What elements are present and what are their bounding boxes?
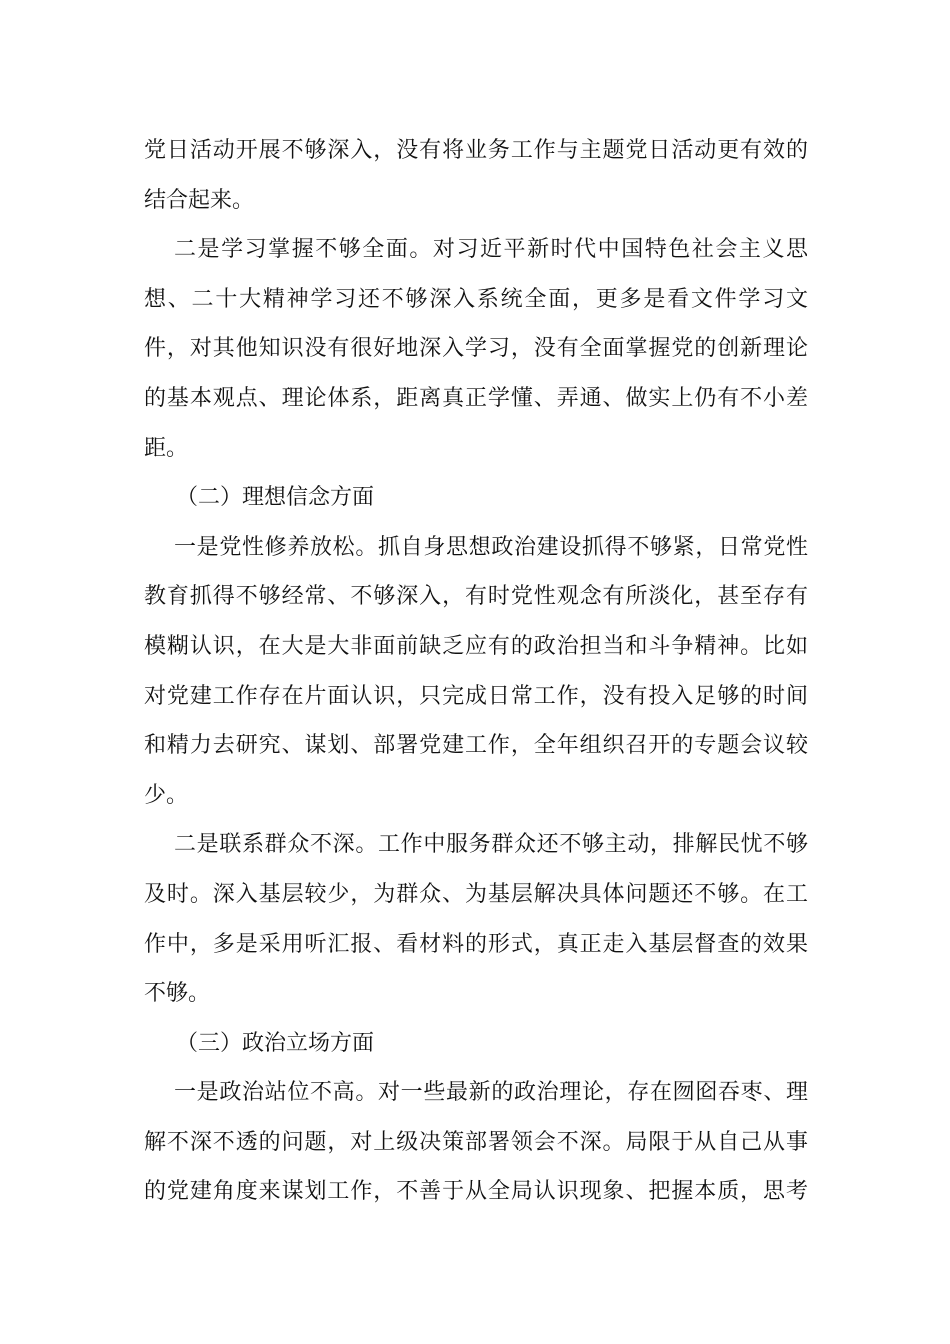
text-line-22: 的党建角度来谋划工作，不善于从全局认识现象、把握本质，思考 [144, 1179, 808, 1205]
text-line-18: 不够。 [144, 981, 211, 1007]
text-line-3: 二是学习掌握不够全面。对习近平新时代中国特色社会主义思 [174, 237, 808, 263]
section-heading-2: （二）理想信念方面 [176, 485, 375, 511]
section-heading-3: （三）政治立场方面 [176, 1030, 375, 1056]
text-line-20: 一是政治站位不高。对一些最新的政治理论，存在囫囵吞枣、理 [174, 1080, 808, 1106]
text-line-7: 距。 [144, 435, 189, 461]
text-line-15: 二是联系群众不深。工作中服务群众还不够主动，排解民忧不够 [174, 832, 808, 858]
text-line-21: 解不深不透的问题，对上级决策部署领会不深。局限于从自己从事 [144, 1129, 808, 1155]
text-line-14: 少。 [144, 782, 189, 808]
text-line-17: 作中，多是采用听汇报、看材料的形式，真正走入基层督查的效果 [144, 931, 808, 957]
text-line-2: 结合起来。 [144, 187, 255, 213]
text-line-16: 及时。深入基层较少，为群众、为基层解决具体问题还不够。在工 [144, 881, 808, 907]
text-line-10: 教育抓得不够经常、不够深入，有时党性观念有所淡化，甚至存有 [144, 584, 808, 610]
document-body [144, 126, 808, 1217]
text-line-5: 件，对其他知识没有很好地深入学习，没有全面掌握党的创新理论 [144, 336, 808, 362]
text-line-11: 模糊认识，在大是大非面前缺乏应有的政治担当和斗争精神。比如 [144, 633, 808, 659]
text-line-13: 和精力去研究、谋划、部署党建工作，全年组织召开的专题会议较 [144, 733, 808, 759]
text-line-4: 想、二十大精神学习还不够深入系统全面，更多是看文件学习文 [144, 286, 808, 312]
text-line-9: 一是党性修养放松。抓自身思想政治建设抓得不够紧，日常党性 [174, 534, 808, 560]
text-line-1: 党日活动开展不够深入，没有将业务工作与主题党日活动更有效的 [144, 138, 808, 163]
text-line-6: 的基本观点、理论体系，距离真正学懂、弄通、做实上仍有不小差 [144, 385, 808, 411]
text-line-12: 对党建工作存在片面认识，只完成日常工作，没有投入足够的时间 [144, 683, 808, 709]
